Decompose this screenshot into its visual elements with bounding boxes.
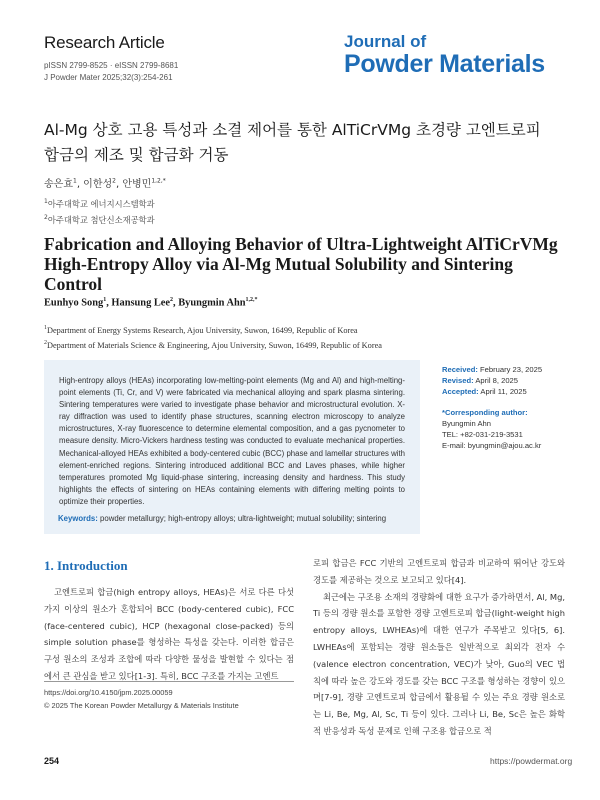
keywords (58, 514, 418, 523)
affiliation-sup: 2 (44, 339, 47, 346)
paragraph: 로피 합금은 FCC 기반의 고엔트로피 합금과 비교하여 뛰어난 강도와 경도를 제공하는 것으로 보고되고 있다[4]. (313, 558, 565, 585)
author-name: , Hansung Lee (106, 297, 171, 309)
keywords-label: Keywords: (58, 514, 98, 523)
page-number: 254 (44, 756, 60, 766)
author-name: 송은효 (44, 179, 73, 190)
journal-logo-top: Journal of (344, 32, 427, 51)
korean-authors (44, 175, 166, 190)
english-affiliations (44, 322, 382, 352)
korean-title-line: Al-Mg 상호 고용 특성과 소결 제어를 통한 AlTiCrVMg 초경량 고엔트로피 (44, 121, 541, 139)
revised-date (442, 375, 582, 386)
corresponding-label: *Corresponding author: (442, 408, 528, 417)
received-date (442, 364, 582, 375)
received-label: Received: (442, 365, 478, 374)
english-title (44, 234, 564, 294)
keywords-text: powder metallurgy; high-entropy alloys; ultra-lightweight; mutual solubility; sintering (100, 514, 387, 523)
accepted-date (442, 386, 582, 397)
journal-logo-name: Powder Materials (344, 50, 545, 78)
accepted-value: April 11, 2025 (480, 387, 527, 396)
affiliation (44, 322, 382, 337)
journal-url[interactable]: https://powdermat.org (490, 756, 573, 766)
body-column-left (44, 584, 294, 685)
author-name: , 이한성 (76, 179, 113, 190)
abstract-box (44, 360, 420, 534)
author-sup: 1,2,* (151, 177, 166, 185)
affiliation-text: 아주대학교 에너지시스템학과 (47, 198, 155, 209)
corresponding-name: Byungmin Ahn (442, 419, 491, 428)
affiliation-text: 아주대학교 첨단신소재공학과 (47, 214, 155, 225)
article-info (442, 364, 582, 451)
affiliation-sup: 1 (44, 325, 47, 331)
affiliation-sup: 1 (44, 198, 48, 205)
revised-label: Revised: (442, 376, 474, 385)
author-name: , 안병민 (115, 179, 152, 190)
body-column-right (313, 555, 565, 740)
author-sup: 2 (112, 177, 116, 185)
corresponding-email[interactable]: E-mail: byungmin@ajou.ac.kr (442, 441, 542, 450)
paragraph: 고엔트로피 합금(high entropy alloys, HEAs)은 서로 다른 다섯 가지 이상의 원소가 혼합되어 BCC (body-centered cubic), FCC (face-centered cubic), HCP (hexagonal close-packed) 등의 simple solution phase를 형성하는 특성을 갖는다. 이러한 합금은 구성 원소의 조성과 조합에 따라 다양한 물성을 발현할 수 있다는 점에서 큰 관심을 받고 있다[1-3]. 특히, BCC 구조를 가지는 고엔트 (44, 587, 294, 681)
affiliation-sup: 2 (44, 213, 48, 221)
doi-link[interactable]: https://doi.org/10.4150/jpm.2025.00059 (44, 688, 173, 697)
korean-title-line: 합금의 제조 및 합금화 거동 (44, 146, 229, 164)
issn: pISSN 2799-8525 · eISSN 2799-8681 (44, 61, 179, 70)
citation: J Powder Mater 2025;32(3):254-261 (44, 73, 173, 82)
affiliation (44, 195, 155, 211)
received-value: February 23, 2025 (480, 365, 543, 374)
english-title-line: High-Entropy Alloy via Al-Mg Mutual Solubility and Sintering (44, 254, 513, 274)
affiliation (44, 337, 382, 352)
author-name: Eunhyo Song (44, 297, 104, 309)
korean-title (44, 118, 564, 168)
copyright: © 2025 The Korean Powder Metallurgy & Materials Institute (44, 701, 239, 710)
revised-value: April 8, 2025 (475, 376, 518, 385)
english-authors (44, 297, 258, 308)
affiliation (44, 211, 155, 227)
abstract-text: High-entropy alloys (HEAs) incorporating low-melting-point elements (Mg and Al) and high-melting-point elements (Ti, Cr, and V) were fabricated via mechanical alloying and spark plasma sintering. Sintering temperatures were varied to investigate phase behavior and microstructural evolution. X-ray diffraction was used to identify phase structures, scanning electron microscopy to analyze microstructures, X-ray fluorescence to determine elemental composition, and a gas pycnometer to measure density. Micro-Vickers hardness testing was conducted to evaluate mechanical properties. Mechanical-alloyed HEAs exhibited a body-centered cubic (BCC) phase and lamellar structures with element-enriched regions. Sintering introduced additional BCC and Laves phases, while higher temperatures promoted Mg liquid-phase sintering, increasing density and hardness. This study highlights the effects of sintering on HEAs containing elements with differing melting points to optimize their properties. (59, 376, 405, 506)
author-sup: 2 (170, 297, 174, 303)
english-title-line: Fabrication and Alloying Behavior of Ultra-Lightweight AlTiCrVMg (44, 234, 558, 254)
section-heading: 1. Introduction (44, 558, 128, 573)
corresponding-tel: TEL: +82-031-219-3531 (442, 430, 523, 439)
author-name: , Byungmin Ahn (173, 297, 246, 309)
accepted-label: Accepted: (442, 387, 479, 396)
korean-affiliations (44, 195, 155, 227)
affiliation-text: Department of Energy Systems Research, Ajou University, Suwon, 16499, Republic of Korea (47, 325, 358, 335)
article-type: Research Article (44, 33, 165, 52)
author-sup: 1 (72, 177, 77, 185)
affiliation-text: Department of Materials Science & Engineering, Ajou University, Suwon, 16499, Republic of Korea (47, 340, 382, 350)
paragraph: 최근에는 구조용 소재의 경량화에 대한 요구가 증가하면서, Al, Mg, Ti 등의 경량 원소를 포함한 경량 고엔트로피 합금(light-weight high entropy alloys, LWHEAs)에 대한 연구가 주목받고 있다[5, 6]. LWHEAs에 포함되는 경량 원소들은 일반적으로 최외각 전자 수(valence electron concentration, VEC)가 낮아, Guo의 VEC 법칙에 따라 높은 강도와 경도를 갖는 BCC 구조를 형성하는 경향이 있으며[7-9], 경량 고엔트로피 합금에서 활용될 수 있는 주요 경량 원소로는 Li, Be, Mg, Al, Sc, Ti 등이 있다. 그러나 Li, Be, Sc은 높은 화학적 반응성과 독성 문제로 인해 구조용 합금으로 적 (313, 591, 565, 736)
footnote-divider (44, 681, 294, 682)
author-sup: 1 (103, 297, 107, 303)
english-title-line: Control (44, 274, 103, 294)
author-sup: 1,2,* (245, 297, 258, 303)
